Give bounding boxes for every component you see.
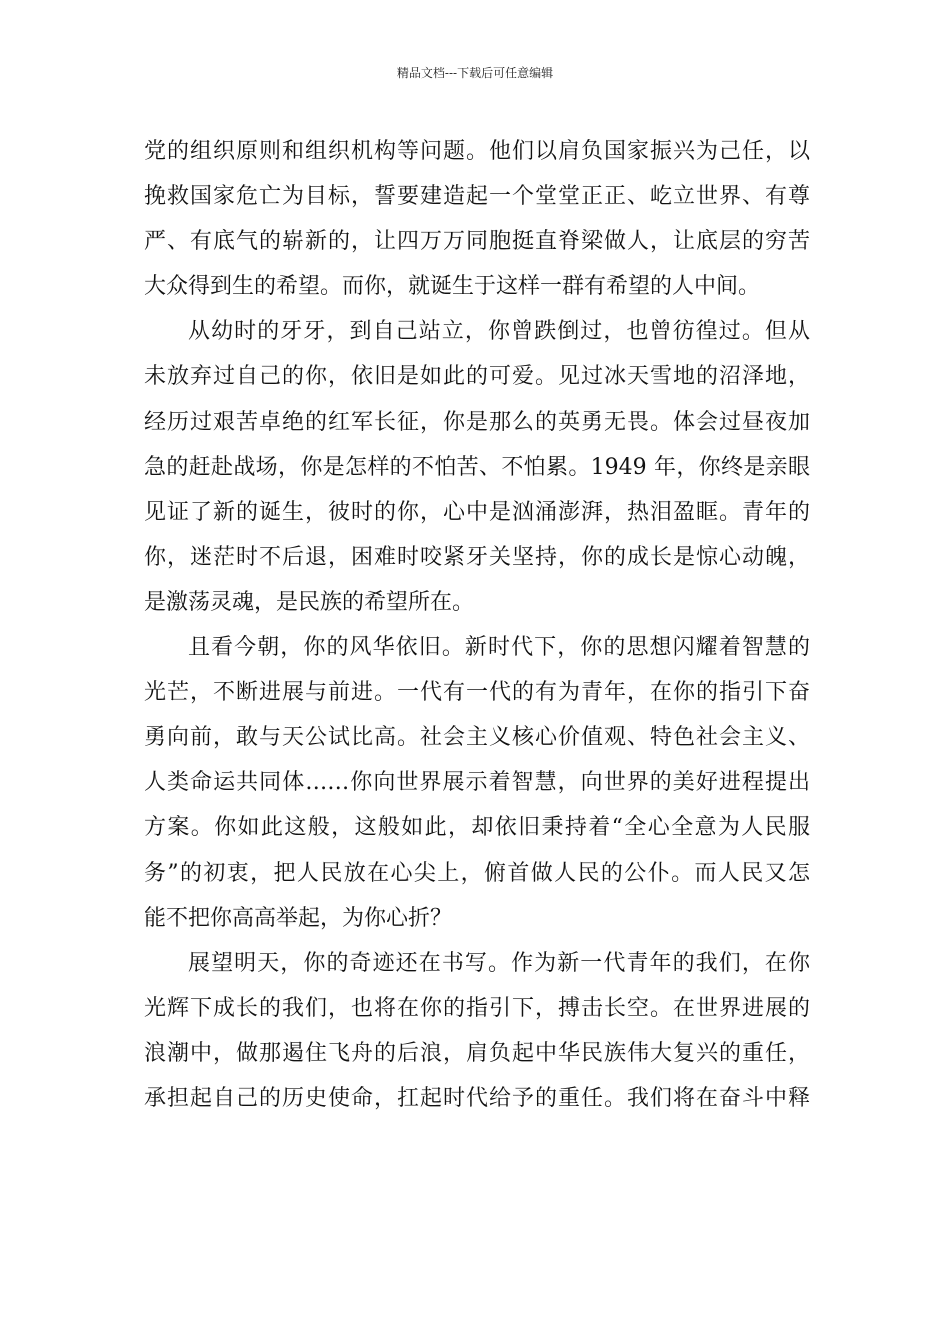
text-line: 勇向前，敢与天公试比高。社会主义核心价值观、特色社会主义、 — [144, 725, 810, 751]
text-line: 人类命运共同体……你向世界展示着智慧，向世界的美好进程提出 — [144, 770, 810, 796]
text-line: 方案。你如此这般，这般如此，却依旧秉持着“全心全意为人民服 — [144, 815, 810, 841]
document-body — [144, 129, 810, 1121]
paragraph-first-line: 且看今朝，你的风华依旧。新时代下，你的思想闪耀着智慧的 — [188, 635, 810, 661]
text-line: 能不把你高高举起，为你心折？ — [144, 905, 453, 931]
text-line: 急的赶赴战场，你是怎样的不怕苦、不怕累。1949 年，你终是亲眼 — [144, 454, 810, 480]
paragraph-first-line: 从幼时的牙牙，到自己站立，你曾跌倒过，也曾彷徨过。但从 — [188, 319, 810, 345]
text-line: 务”的初衷，把人民放在心尖上，俯首做人民的公仆。而人民又怎 — [144, 860, 810, 886]
text-line: 光辉下成长的我们，也将在你的指引下，搏击长空。在世界进展的 — [144, 995, 810, 1021]
text-line: 经历过艰苦卓绝的红军长征，你是那么的英勇无畏。体会过昼夜加 — [144, 409, 810, 435]
text-line: 见证了新的诞生，彼时的你，心中是汹涌澎湃，热泪盈眶。青年的 — [144, 499, 810, 525]
text-line: 浪潮中，做那遏住飞舟的后浪，肩负起中华民族伟大复兴的重任， — [144, 1040, 810, 1066]
text-line: 挽救国家危亡为目标，誓要建造起一个堂堂正正、屹立世界、有尊 — [144, 184, 810, 210]
text-line: 未放弃过自己的你，依旧是如此的可爱。见过冰天雪地的沼泽地， — [144, 364, 810, 390]
paragraph-first-line: 展望明天，你的奇迹还在书写。作为新一代青年的我们，在你 — [188, 950, 810, 976]
text-line: 大众得到生的希望。而你，就诞生于这样一群有希望的人中间。 — [144, 274, 761, 300]
text-line: 党的组织原则和组织机构等问题。他们以肩负国家振兴为己任，以 — [144, 139, 810, 164]
page-header: 精品文档---下载后可任意编辑 — [396, 66, 554, 80]
text-line: 光芒，不断进展与前进。一代有一代的有为青年，在你的指引下奋 — [144, 680, 810, 706]
text-line: 是激荡灵魂，是民族的希望所在。 — [144, 589, 475, 615]
text-line: 承担起自己的历史使命，扛起时代给予的重任。我们将在奋斗中释 — [144, 1085, 810, 1111]
text-line: 你，迷茫时不后退，困难时咬紧牙关坚持，你的成长是惊心动魄， — [144, 544, 810, 570]
text-line: 严、有底气的崭新的，让四万万同胞挺直脊梁做人，让底层的穷苦 — [144, 229, 810, 255]
